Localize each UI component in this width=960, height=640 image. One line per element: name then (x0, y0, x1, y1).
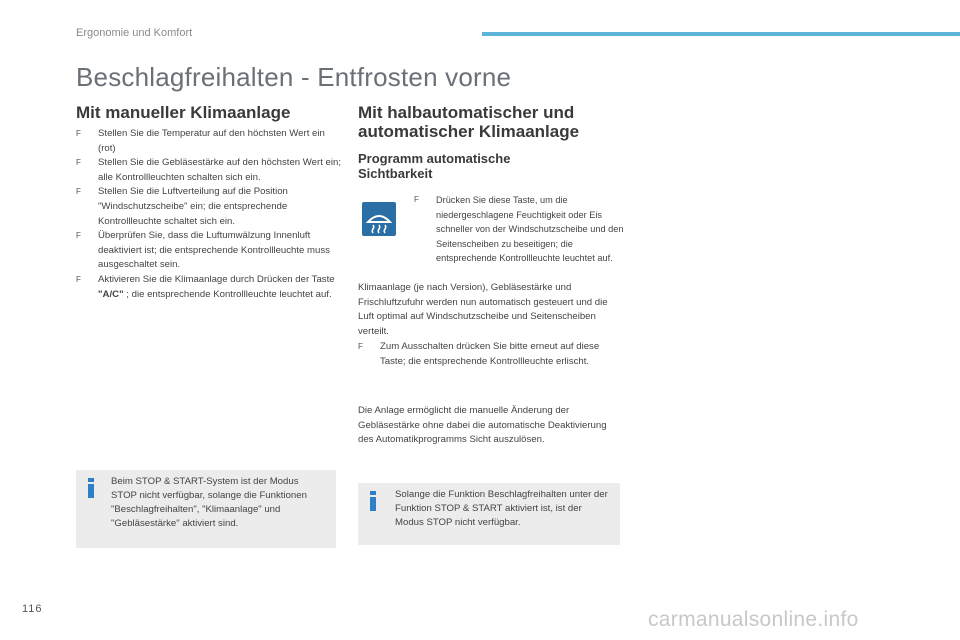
left-info-box (76, 470, 336, 548)
right-paragraph-2: Die Anlage ermöglicht die manuelle Änderung der Gebläsestärke ohne dabei die automatische Deaktivierung des Automatikprogramms Sicht auszulösen. (358, 405, 607, 446)
right-subheading: Programm automatische Sichtbarkeit (358, 151, 511, 181)
watermark: carmanualsonline.info (648, 608, 859, 631)
right-heading: Mit halbautomatischer und automatischer Klimaanlage (358, 103, 580, 141)
off-bullet-list (358, 340, 613, 369)
bullet-mark: F (76, 187, 81, 197)
bullet-mark: F (76, 158, 81, 168)
list-item: F Überprüfen Sie, dass die Luftumwälzung Innenluft deaktiviert ist; die entsprechende Kontrollleuchte muss ausgeschaltet sein. (76, 230, 330, 271)
section-label: Ergonomie und Komfort (76, 27, 193, 39)
list-item: F Stellen Sie die Luftverteilung auf die Position "Windschutzscheibe" ein; die entsprechende Kontrollleuchte schaltet sich ein. (76, 186, 288, 227)
ac-key-label: "A/C" (98, 288, 124, 300)
bullet-mark: F (76, 231, 81, 241)
left-heading: Mit manueller Klimaanlage (76, 103, 291, 122)
button-bullet-list (414, 193, 624, 266)
left-bullet-list (76, 127, 344, 302)
left-info-text: Beim STOP & START-System ist der Modus STOP nicht verfügbar, solange die Funktionen "Beschlagfreihalten", "Klimaanlage" und "Gebläsestärke" aktiviert sind. (111, 476, 307, 529)
list-item: F Aktivieren Sie die Klimaanlage durch Drücken der Taste "A/C" ; die entsprechende Kontrollleuchte leuchtet auf. (76, 273, 335, 300)
bullet-mark: F (358, 342, 363, 351)
info-icon (370, 491, 376, 511)
header-accent-bar (482, 32, 960, 36)
page-number: 116 (22, 603, 43, 615)
list-item: F Stellen Sie die Gebläsestärke auf den höchsten Wert ein; alle Kontrollleuchten schalten sich ein. (76, 157, 342, 183)
list-item: F Zum Ausschalten drücken Sie bitte erneut auf diese Taste; die entsprechende Kontrollleuchte erlischt. (358, 341, 600, 367)
page-title: Beschlagfreihalten - Entfrosten vorne (76, 62, 512, 92)
windshield-defrost-icon (362, 202, 396, 236)
right-paragraph-1: Klimaanlage (je nach Version), Gebläsestärke und Frischluftzufuhr werden nun automatisch gesteuert und die Luft optimal auf Windschutzscheibe und Seitenscheiben verteilt. (358, 282, 608, 337)
list-item: F Drücken Sie diese Taste, um die niedergeschlagene Feuchtigkeit oder Eis schneller von der Windschutzscheibe und den Seitenscheiben zu beseitigen; die entsprechende Kontrollleuchte leuchtet auf. (414, 195, 624, 264)
list-item: F Stellen Sie die Temperatur auf den höchsten Wert ein (rot) (76, 128, 325, 154)
bullet-mark: F (414, 195, 419, 204)
right-info-text: Solange die Funktion Beschlagfreihalten unter der Funktion STOP & START aktiviert ist, ist der Modus STOP nicht verfügbar. (395, 489, 608, 528)
bullet-mark: F (76, 274, 81, 284)
right-info-box (358, 483, 620, 545)
bullet-mark: F (76, 129, 81, 138)
info-icon (88, 478, 94, 498)
